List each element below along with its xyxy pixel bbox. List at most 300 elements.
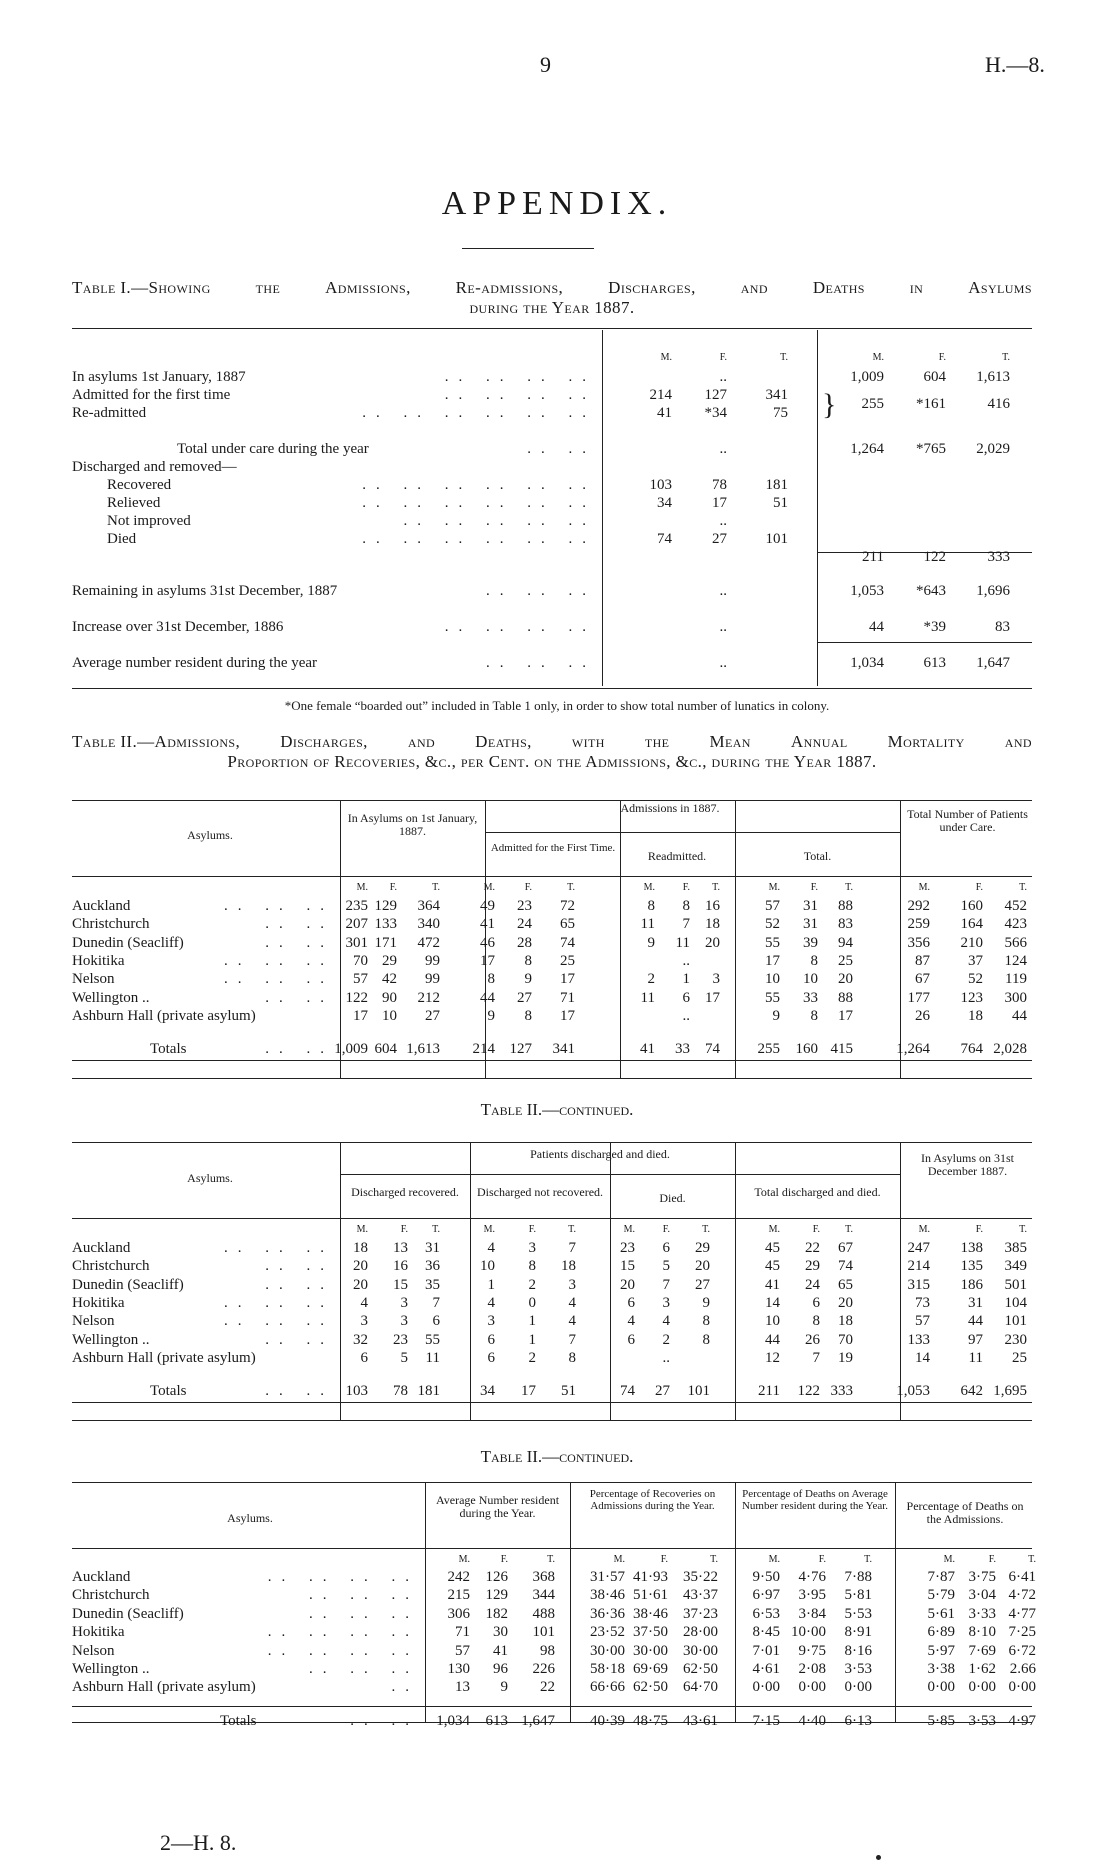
table2b-cell: 25 — [1012, 1349, 1027, 1366]
table2b-cell: 15 — [393, 1276, 408, 1293]
table2c-cell: 38·46 — [633, 1605, 668, 1622]
table2-col-t-header: T. — [432, 882, 440, 893]
table2b-cell: 31 — [968, 1294, 983, 1311]
table1-admitted-total: 255 — [861, 396, 884, 412]
table2b-cell: 3 — [487, 1313, 495, 1330]
table2-cell: 31 — [803, 898, 818, 914]
table2b-cell: 1 — [528, 1313, 536, 1330]
table2b-col-t-header: T. — [1019, 1224, 1027, 1235]
table2-cell: 356 — [907, 934, 930, 951]
table2b-cell: 7 — [662, 1276, 670, 1293]
table2c-header-asylums: Asylums. — [227, 1511, 273, 1525]
table2c-cell: 7·88 — [844, 1569, 872, 1585]
caption-word: Re-admissions, — [455, 278, 564, 297]
table1-top-rule — [72, 328, 1032, 329]
table2b-cell: 6 — [627, 1294, 635, 1311]
table2b-cell: 18 — [353, 1240, 368, 1256]
table2-col-m-header: M. — [356, 882, 368, 893]
table2b-caption: Table II.—continued. — [480, 1100, 634, 1119]
table2-asylum-name: Hokitika — [72, 952, 125, 969]
table2-cell: 99 — [425, 971, 440, 988]
table2b-cell: 22 — [805, 1240, 820, 1256]
table2-cell: 44 — [480, 989, 495, 1006]
table2c-cell: 368 — [532, 1569, 555, 1585]
table2-col-t-header: T. — [845, 882, 853, 893]
table2b-totals-cell: 34 — [480, 1383, 495, 1399]
table2-cell: 1 — [682, 971, 690, 988]
caption-word: Annual — [790, 732, 848, 751]
table1-cell-b: 613 — [923, 655, 946, 671]
table2-cell: 8 — [682, 898, 690, 914]
table2-cell: 20 — [838, 971, 853, 988]
table2b-cell: 70 — [838, 1331, 853, 1348]
table2b-cell: 0 — [528, 1294, 536, 1311]
table2c-cell: 6·41 — [1008, 1569, 1036, 1585]
table2-cell: 9 — [647, 934, 655, 951]
table1-cell-a: 341 — [765, 387, 788, 403]
caption-word: with — [571, 732, 605, 751]
table1-row-label: Died — [107, 531, 137, 547]
table1-admitted-total: 416 — [987, 396, 1010, 412]
table2b-cell: 9 — [702, 1294, 710, 1311]
table2b-cell: 138 — [960, 1240, 983, 1256]
table1-cell-b: 83 — [995, 619, 1010, 635]
table2b-top-rule — [72, 1142, 1032, 1143]
table2-cell: 55 — [765, 934, 780, 951]
table2-cell: 87 — [915, 952, 930, 969]
table2b-cell: 6 — [487, 1331, 495, 1348]
table2b-cell: 6 — [487, 1349, 495, 1366]
table2c-cell: 9·75 — [798, 1642, 826, 1659]
table2c-cell: 4·76 — [798, 1569, 826, 1585]
table2c-cell: 0·00 — [844, 1679, 872, 1696]
table2b-cell: 3 — [360, 1313, 368, 1330]
table1-row-label: Admitted for the first time — [72, 387, 231, 403]
caption-word: Discharges, — [280, 732, 368, 751]
table1-b-col-m-header: M. — [872, 352, 884, 363]
table2-cell: 33 — [803, 989, 818, 1006]
table2c-col-f-header: F. — [660, 1554, 668, 1565]
table2b-subheader-rule — [340, 1174, 900, 1175]
table2-col-m-header: M. — [643, 882, 655, 893]
table2c-asylum-name: Christchurch — [72, 1587, 150, 1604]
table2c-cell: 10·00 — [791, 1624, 826, 1641]
table2b-col-t-header: T. — [568, 1224, 576, 1235]
table2-cell: 46 — [480, 934, 495, 951]
table2c-cell: 7·01 — [752, 1642, 780, 1659]
table2c-cell: 6·72 — [1008, 1642, 1036, 1659]
table2-cell: 122 — [345, 989, 368, 1006]
table2b-cell: 2 — [662, 1331, 670, 1348]
table1-cell-b: 2,029 — [976, 441, 1010, 457]
table1-cell-b: *39 — [923, 619, 946, 635]
table2-cell: 11 — [640, 916, 655, 933]
table1-discharged-total: 122 — [923, 549, 946, 565]
table2c-cell: 182 — [485, 1605, 508, 1622]
table1-divider-a — [602, 330, 603, 686]
page-title: APPENDIX. — [441, 185, 673, 222]
table2b-cell: 8 — [568, 1349, 576, 1366]
table2c-cell: 9 — [500, 1679, 508, 1696]
table2-cell: 8 — [647, 898, 655, 914]
table1-cell-a: 101 — [765, 531, 788, 547]
table2-cell: 29 — [382, 952, 397, 969]
table2b-cell: 7 — [568, 1240, 576, 1256]
table2c-asylum-name: Ashburn Hall (private asylum) — [72, 1679, 256, 1696]
table2b-totals-cell: 122 — [797, 1383, 820, 1399]
table1-cell-a: 34 — [657, 495, 672, 511]
table2-cell: 18 — [968, 1007, 983, 1024]
table2b-cell: 74 — [838, 1258, 853, 1275]
table2b-row-leaders: .. .. .. — [224, 1240, 334, 1256]
table2-cell: 292 — [907, 898, 930, 914]
table2b-row-leaders: .. .. .. — [224, 1294, 334, 1311]
table2b-asylum-name: Wellington .. — [72, 1331, 150, 1348]
table2-cell: 71 — [560, 989, 575, 1006]
table2b-cell: 501 — [1004, 1276, 1027, 1293]
table2-cell: 10 — [382, 1007, 397, 1024]
table2-totals-cell: 1,009 — [334, 1041, 368, 1057]
table2b-cell: 67 — [838, 1240, 853, 1256]
table2-asylum-name: Dunedin (Seacliff) — [72, 934, 184, 951]
table2-cell: 8 — [810, 952, 818, 969]
table2-totals-cell: 1,613 — [406, 1041, 440, 1057]
table2-col-m-header: M. — [918, 882, 930, 893]
table2b-col-f-header: F. — [528, 1224, 536, 1235]
table2-row-leaders: .. .. — [265, 916, 334, 933]
table2b-asylum-name: Auckland — [72, 1240, 131, 1256]
table2b-cell: 20 — [620, 1276, 635, 1293]
table2b-cell: 32 — [353, 1331, 368, 1348]
table2b-totals-cell: 51 — [561, 1383, 576, 1399]
table2c-col-f-header: F. — [818, 1554, 826, 1565]
table2b-cell: 44 — [765, 1331, 780, 1348]
table2-cell: 364 — [417, 898, 440, 914]
table2b-cell: 4 — [487, 1240, 495, 1256]
table2b-totals-cell: 333 — [830, 1383, 853, 1399]
table2-totals-cell: 255 — [757, 1041, 780, 1057]
table2b-cell: 4 — [627, 1313, 635, 1330]
table2b-asylum-name: Nelson — [72, 1313, 115, 1330]
table2-cell: 26 — [915, 1007, 930, 1024]
table2b-cell: 26 — [805, 1331, 820, 1348]
table2c-totals-cell: 48·75 — [633, 1713, 668, 1729]
table2-cell: 55 — [765, 989, 780, 1006]
table2-totals-cell: 41 — [640, 1041, 655, 1057]
table2c-cell: 6·53 — [752, 1605, 780, 1622]
caption-word: Mean — [709, 732, 751, 751]
table2-cell: 210 — [960, 934, 983, 951]
table2c-cell: 8·16 — [844, 1642, 872, 1659]
table2c-col-t-header: T. — [1028, 1554, 1036, 1565]
table2b-cell: 15 — [620, 1258, 635, 1275]
caption-word: Discharges, — [608, 278, 696, 297]
table2b-cell: 23 — [393, 1331, 408, 1348]
table2-cell: 41 — [480, 916, 495, 933]
table2-asylum-name: Nelson — [72, 971, 115, 988]
table1-cell-a: *34 — [704, 405, 727, 421]
table2c-totals-cell: 1,647 — [521, 1713, 555, 1729]
table2c-cell: 37·23 — [683, 1605, 718, 1622]
table1-cell-b: *765 — [916, 441, 946, 457]
table2-cell: 39 — [803, 934, 818, 951]
table2-cell: 17 — [353, 1007, 368, 1024]
table2c-cell: 35·22 — [683, 1569, 718, 1585]
table1-b-col-t-header: T. — [1002, 352, 1010, 363]
table2b-cell: 2 — [528, 1276, 536, 1293]
table2-cell: 129 — [374, 898, 397, 914]
table2-cell: 18 — [705, 916, 720, 933]
table2-col-f-header: F. — [389, 882, 397, 893]
table2b-cell: 12 — [765, 1349, 780, 1366]
table2-header-rule — [72, 876, 1032, 877]
table2-cell: 164 — [960, 916, 983, 933]
table2b-cell: 8 — [528, 1258, 536, 1275]
table2-col-t-header: T. — [1019, 882, 1027, 893]
table1-a-col-f-header: F. — [719, 352, 727, 363]
table2c-totals-cell: 40·39 — [590, 1713, 625, 1729]
table2c-row-leaders: .. .. .. — [309, 1605, 419, 1622]
table2-header-readmitted: Readmitted. — [647, 849, 707, 863]
table2-col-f-header: F. — [810, 882, 818, 893]
table2-cell: 9 — [487, 1007, 495, 1024]
table2-cell: 25 — [560, 952, 575, 969]
table2-caption-line1 — [72, 732, 1032, 752]
table2b-col-f-header: F. — [400, 1224, 408, 1235]
table2-cell: 44 — [1012, 1007, 1027, 1024]
table2-cell: 3 — [712, 971, 720, 988]
table2b-col-t-header: T. — [432, 1224, 440, 1235]
table2-col-m-header: M. — [768, 882, 780, 893]
table2c-totals-cell: 5·85 — [927, 1713, 955, 1729]
table2-cell: 27 — [425, 1007, 440, 1024]
table2c-col-t-header: T. — [710, 1554, 718, 1565]
table2c-body-rule — [72, 1706, 1032, 1707]
table1-admitted-total: *161 — [916, 396, 946, 412]
table2c-cell: 5·97 — [927, 1642, 955, 1659]
table2-cell: 423 — [1004, 916, 1027, 933]
table2-cell: 8 — [810, 1007, 818, 1024]
table1-caption-line1 — [72, 278, 1032, 298]
table2c-row-leaders: .. .. .. .. — [267, 1624, 419, 1641]
table2-cell: 235 — [345, 898, 368, 914]
table2b-cell: 55 — [425, 1331, 440, 1348]
table2b-asylum-name: Ashburn Hall (private asylum) — [72, 1349, 256, 1366]
table2c-asylum-name: Auckland — [72, 1569, 131, 1585]
table2c-col-t-header: T. — [547, 1554, 555, 1565]
table2c-header-pct_deaths_adm: Percentage of Deaths on the Admissions. — [906, 1499, 1024, 1526]
table2-cell: 17 — [705, 989, 720, 1006]
table2-totals-cell: 74 — [705, 1041, 720, 1057]
table2c-cell: 1·62 — [968, 1661, 996, 1677]
table2c-cell: 2·08 — [798, 1661, 826, 1677]
table2c-cell: 41·93 — [633, 1569, 668, 1585]
table2c-cell: 0·00 — [968, 1679, 996, 1696]
table2b-row-leaders: .. .. — [265, 1276, 334, 1293]
table2c-row-leaders: .. .. .. — [309, 1661, 419, 1677]
table2c-cell: 126 — [485, 1569, 508, 1585]
table2c-col-f-header: F. — [988, 1554, 996, 1565]
table2c-cell: 129 — [485, 1587, 508, 1604]
table1-row-leaders: .. .. .. .. — [444, 369, 596, 385]
table2b-col-m-header: M. — [483, 1224, 495, 1235]
table2-header-in_asylums: In Asylums on 1st January, 1887. — [347, 811, 478, 838]
table2b-header-asylums: Asylums. — [187, 1171, 233, 1185]
table2c-cell: 215 — [447, 1587, 470, 1604]
table2-cell: 42 — [382, 971, 397, 988]
table2-cell: 340 — [417, 916, 440, 933]
table2c-cell: 30·00 — [683, 1642, 718, 1659]
table2b-cell: 3 — [568, 1276, 576, 1293]
table2b-col-m-header: M. — [356, 1224, 368, 1235]
table1-row-label: In asylums 1st January, 1887 — [72, 369, 246, 385]
table2-cell: 17 — [480, 952, 495, 969]
table2-cell: 9 — [524, 971, 532, 988]
table2c-totals-cell: 3·53 — [968, 1713, 996, 1729]
table2-cell: 17 — [560, 971, 575, 988]
table2c-cell: 226 — [532, 1661, 555, 1677]
table1-caption — [72, 278, 1032, 318]
table2b-totals-cell: 1,695 — [993, 1383, 1027, 1399]
table2b-cell: 4 — [568, 1313, 576, 1330]
table2c-cell: 101 — [532, 1624, 555, 1641]
document-id: H.—8. — [985, 52, 1045, 77]
table2c-totals-cell: 1,034 — [436, 1713, 470, 1729]
table2-cell: 16 — [705, 898, 720, 914]
table2-totals-cell: 2,028 — [993, 1041, 1027, 1057]
table1-cell-b: 1,696 — [976, 583, 1010, 599]
table2-cell: 52 — [968, 971, 983, 988]
caption-word: Deaths — [812, 278, 865, 297]
table1-caption-line2: during the Year 1887. — [469, 298, 635, 317]
table2c-asylum-name: Wellington .. — [72, 1661, 150, 1677]
table2-cell: 133 — [374, 916, 397, 933]
table1-row-leaders: .. .. .. — [486, 655, 596, 671]
table2b-asylum-name: Christchurch — [72, 1258, 150, 1275]
table2-cell: 452 — [1004, 898, 1027, 914]
table2-top-rule — [72, 800, 1032, 801]
table2b-cell: 20 — [838, 1294, 853, 1311]
table2b-cell: 14 — [765, 1294, 780, 1311]
table2-cell: 7 — [682, 916, 690, 933]
table2-asylum-name: Wellington .. — [72, 989, 150, 1006]
table1-cell-a: 27 — [712, 531, 727, 547]
table2b-cell: 44 — [968, 1313, 983, 1330]
table2b-cell: 11 — [425, 1349, 440, 1366]
table2b-cell: 1 — [487, 1276, 495, 1293]
table2-cell: 123 — [960, 989, 983, 1006]
table2-cell: 119 — [1005, 971, 1027, 988]
table2-cell: 11 — [675, 934, 690, 951]
table2b-cell: 19 — [838, 1349, 853, 1366]
table2-cell: .. — [682, 1007, 690, 1024]
table1-row-leaders: .. .. .. .. .. .. — [362, 531, 596, 547]
table2b-cell: 6 — [432, 1313, 440, 1330]
table2-header-total: Total. — [803, 849, 832, 863]
table1-cell-a: .. — [719, 369, 727, 385]
table2-cell: 31 — [803, 916, 818, 933]
table2-cell: 23 — [517, 898, 532, 914]
table2c-header-rule — [72, 1548, 1032, 1549]
table1-cell-a: 181 — [765, 477, 788, 493]
table2c-cell: 306 — [447, 1605, 470, 1622]
table1-row-leaders: .. .. — [527, 441, 596, 457]
table2c-cell: 7·69 — [968, 1642, 996, 1659]
table2c-cell: 6·97 — [752, 1587, 780, 1604]
table2c-cell: 5·79 — [927, 1587, 955, 1604]
table2b-cell: 133 — [907, 1331, 930, 1348]
table2b-cell: 1 — [528, 1331, 536, 1348]
table1-cell-a: .. — [719, 655, 727, 671]
table2c-cell: 64·70 — [683, 1679, 718, 1696]
table2c-caption: Table II.—continued. — [480, 1447, 634, 1466]
table2b-cell: 20 — [353, 1276, 368, 1293]
table2-cell: 17 — [838, 1007, 853, 1024]
table2-header-admissions: Admissions in 1887. — [620, 801, 720, 815]
table2c-cell: 3·33 — [968, 1605, 996, 1622]
table2c-cell: 43·37 — [683, 1587, 718, 1604]
table1-row-leaders: .. .. .. — [486, 583, 596, 599]
table2c-row-leaders: .. — [391, 1679, 419, 1696]
table2-cell: 57 — [353, 971, 368, 988]
table2-caption — [72, 732, 1032, 772]
table2c-header-pct_deaths_avg: Percentage of Deaths on Average Number resident during the Year. — [741, 1488, 889, 1512]
table2c-cell: 5·61 — [927, 1605, 955, 1622]
table2c-totals-cell: 7·15 — [752, 1713, 780, 1729]
caption-word: and — [740, 278, 768, 297]
table1-cell-b: 1,034 — [850, 655, 884, 671]
table1-row-leaders: .. .. .. .. — [444, 387, 596, 403]
table1-discharged-total: 333 — [987, 549, 1010, 565]
table2b-cell: 13 — [393, 1240, 408, 1256]
table2b-cell: 104 — [1004, 1294, 1027, 1311]
table2c-cell: 3·38 — [927, 1661, 955, 1677]
table2-cell: 74 — [560, 934, 575, 951]
table1-sep-rule — [817, 642, 1032, 643]
table1-row-label: Increase over 31st December, 1886 — [72, 619, 284, 635]
table2-cell: 94 — [838, 934, 853, 951]
table2c-col-m-header: M. — [943, 1554, 955, 1565]
table2b-cell: 7 — [568, 1331, 576, 1348]
table2c-cell: 30 — [493, 1624, 508, 1641]
table2c-cell: 66·66 — [590, 1679, 625, 1696]
table2b-cell: 247 — [907, 1240, 930, 1256]
table1-cell-a: 51 — [773, 495, 788, 511]
table1-brace: } — [822, 388, 837, 421]
table2b-cell: 97 — [968, 1331, 983, 1348]
table2c-cell: 5·81 — [844, 1587, 872, 1604]
caption-word: Mortality — [887, 732, 965, 751]
table2-cell: 17 — [560, 1007, 575, 1024]
table2c-row-leaders: .. .. .. — [309, 1587, 419, 1604]
table2b-cell: 20 — [353, 1258, 368, 1275]
table2b-totals-cell: 103 — [345, 1383, 368, 1399]
table2b-cell: 29 — [695, 1240, 710, 1256]
table2c-row-leaders: .. .. .. .. — [267, 1642, 419, 1659]
table2b-cell: 3 — [528, 1240, 536, 1256]
table2b-cell: 385 — [1004, 1240, 1027, 1256]
table2-cell: 177 — [907, 989, 930, 1006]
table2c-header-average: Average Number resident during the Year. — [435, 1493, 560, 1520]
table2b-cell: 349 — [1004, 1258, 1027, 1275]
table2-cell: 67 — [915, 971, 930, 988]
table2-col-f-header: F. — [524, 882, 532, 893]
table2-cell: 9 — [772, 1007, 780, 1024]
table2-row-leaders: .. .. .. — [224, 898, 334, 914]
table2c-cell: 13 — [455, 1679, 470, 1696]
table2-totals-label: Totals — [150, 1041, 187, 1057]
table2b-col-m-header: M. — [623, 1224, 635, 1235]
